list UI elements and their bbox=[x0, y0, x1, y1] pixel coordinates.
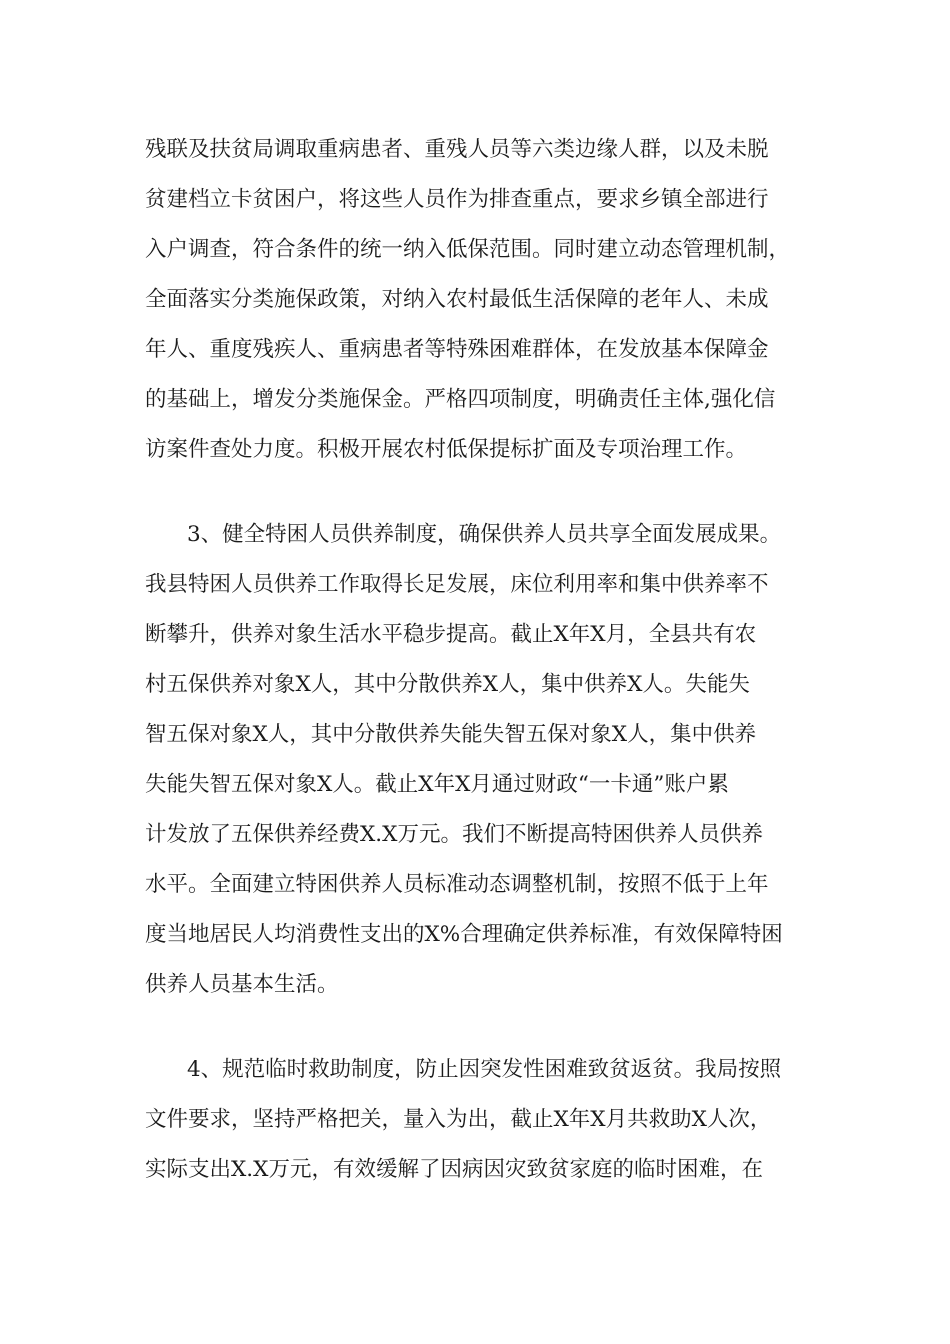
text-line: 村五保供养对象X人，其中分散供养X人，集中供养X人。失能失 bbox=[145, 672, 750, 697]
text-line: 我县特困人员供养工作取得长足发展，床位利用率和集中供养率不 bbox=[145, 572, 769, 597]
text-line: 实际支出X.X万元，有效缓解了因病因灾致贫家庭的临时困难，在 bbox=[145, 1157, 763, 1182]
paragraph-low-income-coverage bbox=[145, 125, 825, 475]
text-line: 断攀升，供养对象生活水平稳步提高。截止X年X月，全县共有农 bbox=[145, 622, 757, 647]
text-line: 计发放了五保供养经费X.X万元。我们不断提高特困供养人员供养 bbox=[145, 822, 763, 847]
text-line: 度当地居民人均消费性支出的X%合理确定供养标准，有效保障特困 bbox=[145, 922, 783, 947]
paragraph-heading: 4、规范临时救助制度，防止因突发性困难致贫返贫。我局按照 bbox=[187, 1057, 782, 1082]
paragraph-heading: 3、健全特困人员供养制度，确保供养人员共享全面发展成果。 bbox=[187, 522, 782, 547]
paragraph-special-hardship-support bbox=[145, 510, 825, 1010]
text-line: 年人、重度残疾人、重病患者等特殊困难群体，在发放基本保障金 bbox=[145, 337, 769, 362]
text-line: 贫建档立卡贫困户，将这些人员作为排查重点，要求乡镇全部进行 bbox=[145, 187, 769, 212]
text-line: 入户调查，符合条件的统一纳入低保范围。同时建立动态管理机制， bbox=[145, 237, 791, 262]
text-line: 文件要求，坚持严格把关，量入为出，截止X年X月共救助X人次， bbox=[145, 1107, 772, 1132]
text-line: 残联及扶贫局调取重病患者、重残人员等六类边缘人群，以及未脱 bbox=[145, 137, 769, 162]
text-line: 全面落实分类施保政策，对纳入农村最低生活保障的老年人、未成 bbox=[145, 287, 769, 312]
text-line: 访案件查处力度。积极开展农村低保提标扩面及专项治理工作。 bbox=[145, 437, 748, 462]
text-line: 失能失智五保对象X人。截止X年X月通过财政“一卡通”账户累 bbox=[145, 772, 729, 797]
text-line: 供养人员基本生活。 bbox=[145, 972, 339, 997]
text-line: 智五保对象X人，其中分散供养失能失智五保对象X人，集中供养 bbox=[145, 722, 757, 747]
text-line: 水平。全面建立特困供养人员标准动态调整机制，按照不低于上年 bbox=[145, 872, 769, 897]
paragraph-temporary-assistance bbox=[145, 1045, 825, 1195]
text-line: 的基础上，增发分类施保金。严格四项制度，明确责任主体,强化信 bbox=[145, 387, 776, 412]
